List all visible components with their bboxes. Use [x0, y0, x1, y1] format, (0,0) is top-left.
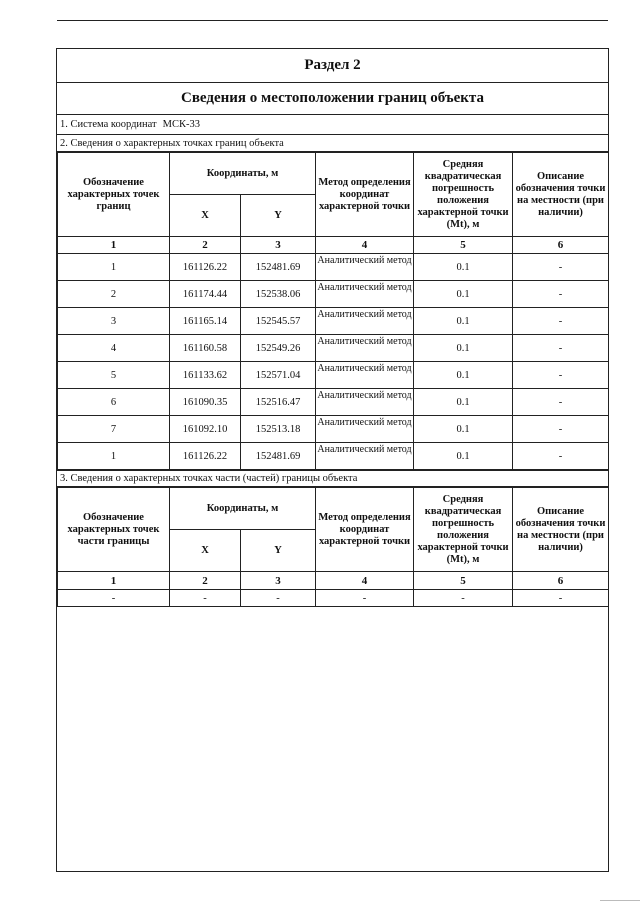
col-num: 4: [316, 572, 414, 590]
document-frame: [56, 48, 609, 872]
point-mt: 0.1: [414, 416, 513, 443]
point-y: 152513.18: [241, 416, 316, 443]
point-y: 152516.47: [241, 389, 316, 416]
point-mt: 0.1: [414, 308, 513, 335]
header-description: Описание обозначения точки на местности (при наличии): [513, 153, 609, 237]
part-point-method: -: [316, 590, 414, 607]
point-x: 161174.44: [170, 281, 241, 308]
header-accuracy: Средняя квадратическая погрешность положения характерной точки (Mt), м: [414, 488, 513, 572]
point-y: 152549.26: [241, 335, 316, 362]
point-desc: -: [513, 416, 609, 443]
point-y: 152545.57: [241, 308, 316, 335]
part-point-y: -: [241, 590, 316, 607]
header-coordinates: Координаты, м: [170, 153, 316, 195]
section-subtitle: Сведения о местоположении границ объекта: [57, 83, 608, 115]
col-num: 1: [58, 572, 170, 590]
point-method: Аналитический метод: [316, 281, 414, 308]
point-id: 3: [58, 308, 170, 335]
header-coordinates: Координаты, м: [170, 488, 316, 530]
point-id: 7: [58, 416, 170, 443]
point-mt: 0.1: [414, 254, 513, 281]
table-row: [58, 281, 609, 308]
point-x: 161092.10: [170, 416, 241, 443]
part-point-mt: -: [414, 590, 513, 607]
point-method: Аналитический метод: [316, 362, 414, 389]
coord-system-value: МСК-33: [162, 119, 200, 130]
point-desc: -: [513, 389, 609, 416]
point-desc: -: [513, 362, 609, 389]
table-row: [58, 362, 609, 389]
point-desc: -: [513, 335, 609, 362]
point-x: 161133.62: [170, 362, 241, 389]
point-desc: -: [513, 254, 609, 281]
point-y: 152481.69: [241, 254, 316, 281]
point-mt: 0.1: [414, 443, 513, 470]
point-method: Аналитический метод: [316, 308, 414, 335]
point-mt: 0.1: [414, 362, 513, 389]
point-x: 161165.14: [170, 308, 241, 335]
col-num: 5: [414, 237, 513, 254]
col-num: 2: [170, 237, 241, 254]
point-desc: -: [513, 281, 609, 308]
col-num: 2: [170, 572, 241, 590]
point-x: 161126.22: [170, 443, 241, 470]
point-mt: 0.1: [414, 281, 513, 308]
point-desc: -: [513, 308, 609, 335]
col-num: 5: [414, 572, 513, 590]
point-id: 1: [58, 443, 170, 470]
header-y: Y: [241, 195, 316, 237]
header-x: X: [170, 530, 241, 572]
header-accuracy: Средняя квадратическая погрешность положения характерной точки (Mt), м: [414, 153, 513, 237]
section-title: Раздел 2: [57, 49, 608, 83]
part-point-id: -: [58, 590, 170, 607]
header-description: Описание обозначения точки на местности (при наличии): [513, 488, 609, 572]
table-row: [58, 335, 609, 362]
coord-system-row: [57, 115, 608, 135]
col-num: 4: [316, 237, 414, 254]
header-designation: Обозначение характерных точек границ: [58, 153, 170, 237]
point-y: 152481.69: [241, 443, 316, 470]
point-x: 161126.22: [170, 254, 241, 281]
part-point-x: -: [170, 590, 241, 607]
point-method: Аналитический метод: [316, 443, 414, 470]
table-row: [58, 416, 609, 443]
point-x: 161160.58: [170, 335, 241, 362]
point-id: 2: [58, 281, 170, 308]
col-num: 6: [513, 572, 609, 590]
header-x: X: [170, 195, 241, 237]
table-row: [58, 308, 609, 335]
point-id: 5: [58, 362, 170, 389]
col-num: 1: [58, 237, 170, 254]
point-y: 152538.06: [241, 281, 316, 308]
table-row: [58, 254, 609, 281]
header-method: Метод определения координат характерной точки: [316, 153, 414, 237]
header-y: Y: [241, 530, 316, 572]
point-method: Аналитический метод: [316, 335, 414, 362]
coord-system-label: 1. Система координат: [60, 119, 157, 130]
point-method: Аналитический метод: [316, 389, 414, 416]
section3-label: 3. Сведения о характерных точках части (частей) границы объекта: [57, 470, 608, 487]
top-rule: [57, 20, 608, 21]
table-row: [58, 443, 609, 470]
header-designation: Обозначение характерных точек части границы: [58, 488, 170, 572]
section2-label: 2. Сведения о характерных точках границ объекта: [57, 135, 608, 152]
point-desc: -: [513, 443, 609, 470]
table-row: [58, 389, 609, 416]
column-number-row: [58, 237, 609, 254]
table-row: [58, 590, 609, 607]
col-num: 3: [241, 572, 316, 590]
point-id: 6: [58, 389, 170, 416]
bottom-mark: [600, 900, 640, 901]
point-method: Аналитический метод: [316, 416, 414, 443]
part-point-desc: -: [513, 590, 609, 607]
part-points-table: [57, 487, 609, 607]
column-number-row: [58, 572, 609, 590]
col-num: 6: [513, 237, 609, 254]
point-mt: 0.1: [414, 335, 513, 362]
point-x: 161090.35: [170, 389, 241, 416]
col-num: 3: [241, 237, 316, 254]
point-id: 4: [58, 335, 170, 362]
point-y: 152571.04: [241, 362, 316, 389]
point-mt: 0.1: [414, 389, 513, 416]
boundary-points-table: [57, 152, 609, 470]
point-method: Аналитический метод: [316, 254, 414, 281]
point-id: 1: [58, 254, 170, 281]
header-method: Метод определения координат характерной точки: [316, 488, 414, 572]
